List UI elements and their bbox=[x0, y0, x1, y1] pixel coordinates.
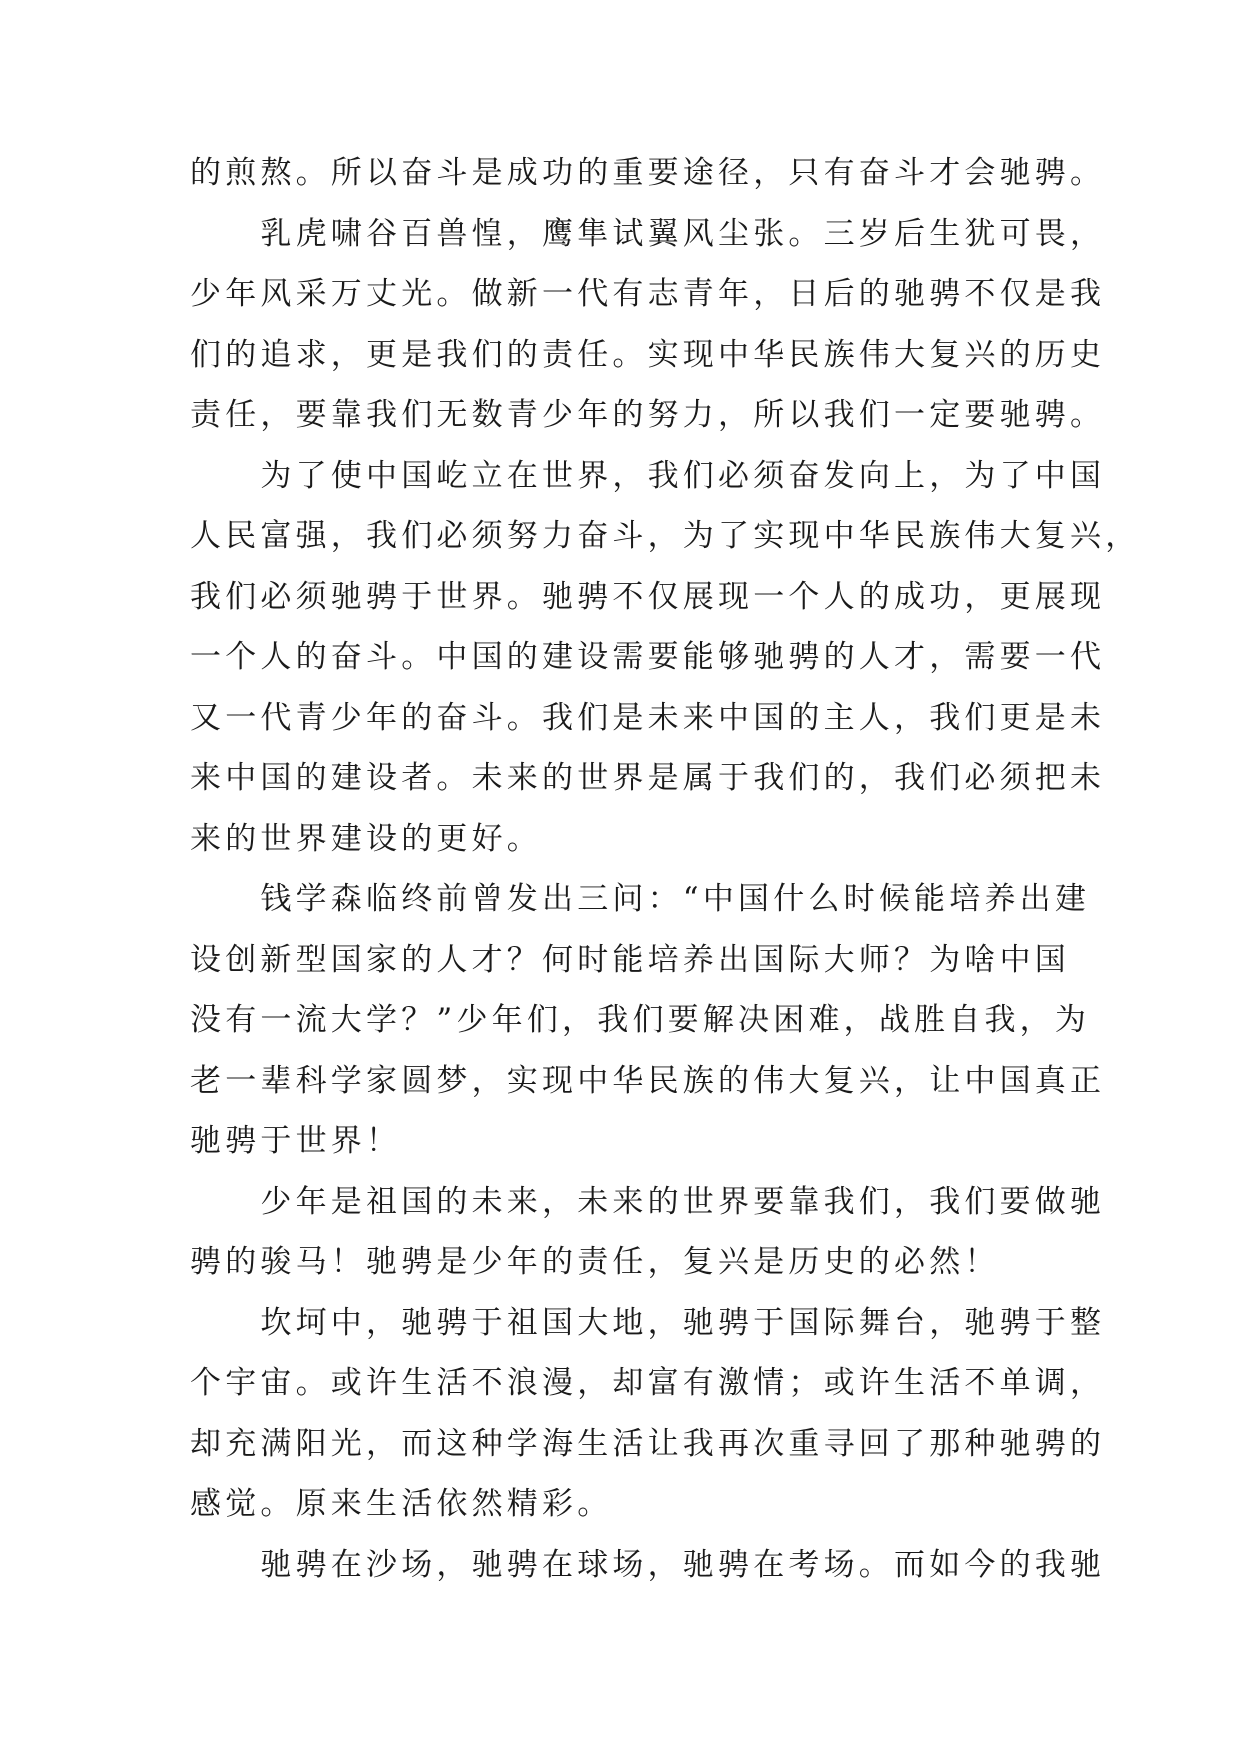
text-line: 又一代青少年的奋斗。我们是未来中国的主人，我们更是未 bbox=[190, 699, 1106, 736]
text-line: 设创新型国家的人才？何时能培养出国际大师？为啥中国 bbox=[190, 941, 1070, 978]
text-line: 少年是祖国的未来，未来的世界要靠我们，我们要做驰 bbox=[190, 1183, 1106, 1220]
text-line: 乳虎啸谷百兽惶，鹰隼试翼风尘张。三岁后生犹可畏， bbox=[190, 215, 1106, 252]
text-line: 少年风采万丈光。做新一代有志青年，日后的驰骋不仅是我 bbox=[190, 276, 1106, 312]
text-line: 驰骋于世界！ bbox=[190, 1123, 402, 1159]
body-text bbox=[190, 155, 1141, 1607]
text-line: 感觉。原来生活依然精彩。 bbox=[190, 1486, 613, 1522]
text-line: 一个人的奋斗。中国的建设需要能够驰骋的人才，需要一代 bbox=[190, 639, 1106, 675]
text-line: 骋的骏马！驰骋是少年的责任，复兴是历史的必然！ bbox=[190, 1244, 1000, 1280]
text-line: 为了使中国屹立在世界，我们必须奋发向上，为了中国 bbox=[190, 457, 1106, 494]
text-line: 我们必须驰骋于世界。驰骋不仅展现一个人的成功，更展现 bbox=[190, 578, 1106, 615]
text-line: 们的追求，更是我们的责任。实现中华民族伟大复兴的历史 bbox=[190, 336, 1106, 373]
text-line: 坎坷中，驰骋于祖国大地，驰骋于国际舞台，驰骋于整 bbox=[190, 1304, 1106, 1341]
text-line: 钱学森临终前曾发出三问：“中国什么时候能培养出建 bbox=[190, 881, 1091, 917]
text-line: 来中国的建设者。未来的世界是属于我们的，我们必须把未 bbox=[190, 760, 1106, 796]
text-line: 来的世界建设的更好。 bbox=[190, 820, 542, 857]
text-line: 个宇宙。或许生活不浪漫，却富有激情；或许生活不单调， bbox=[190, 1365, 1106, 1401]
text-line: 老一辈科学家圆梦，实现中华民族的伟大复兴，让中国真正 bbox=[190, 1062, 1106, 1099]
text-line: 责任，要靠我们无数青少年的努力，所以我们一定要驰骋。 bbox=[190, 397, 1106, 433]
text-line: 人民富强，我们必须努力奋斗，为了实现中华民族伟大复兴， bbox=[190, 518, 1141, 554]
text-line: 的煎熬。所以奋斗是成功的重要途径，只有奋斗才会驰骋。 bbox=[190, 155, 1106, 191]
text-line: 没有一流大学？”少年们，我们要解决困难，战胜自我，为 bbox=[190, 1002, 1091, 1038]
text-line: 驰骋在沙场，驰骋在球场，驰骋在考场。而如今的我驰 bbox=[190, 1546, 1106, 1583]
text-line: 却充满阳光，而这种学海生活让我再次重寻回了那种驰骋的 bbox=[190, 1425, 1106, 1462]
